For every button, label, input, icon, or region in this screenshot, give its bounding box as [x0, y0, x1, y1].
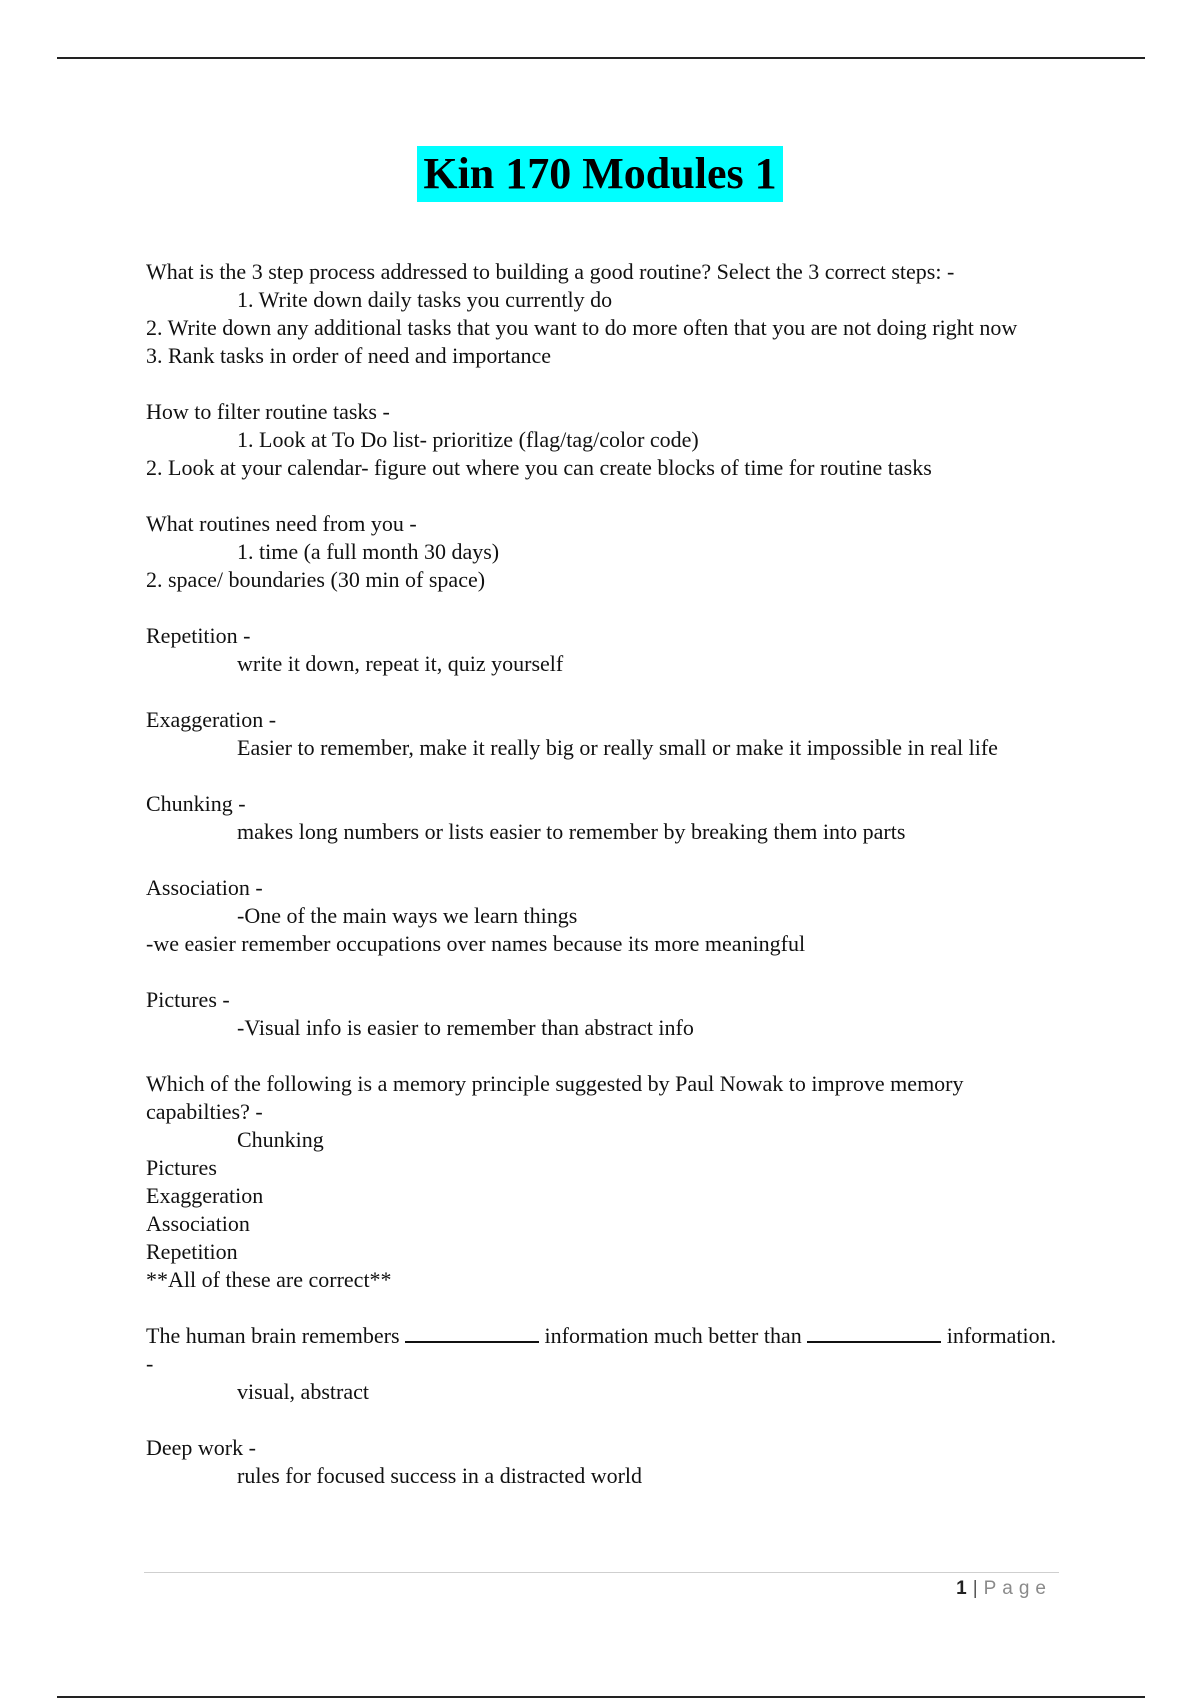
block-gap — [146, 1406, 1066, 1434]
answer-line: 2. Write down any additional tasks that you want to do more often that you are not doing right now — [146, 315, 1018, 340]
answer-line: -Visual info is easier to remember than abstract info — [237, 1015, 694, 1040]
answer-line: rules for focused success in a distracted world — [237, 1463, 643, 1488]
answer-line: 1. time (a full month 30 days) — [237, 539, 500, 564]
qa-block — [146, 874, 1066, 958]
document-body — [146, 258, 1066, 1490]
question-line: Deep work - — [146, 1435, 256, 1460]
footer-separator: | — [972, 1578, 978, 1599]
qa-block — [146, 1322, 1066, 1406]
block-gap — [146, 1294, 1066, 1322]
answer-line: 2. space/ boundaries (30 min of space) — [146, 567, 486, 592]
answer-line: Exaggeration — [146, 1183, 264, 1208]
answer-blank — [405, 1323, 539, 1343]
block-gap — [146, 958, 1066, 986]
question-line: Chunking - — [146, 791, 246, 816]
answer-line: makes long numbers or lists easier to remember by breaking them into parts — [237, 819, 906, 844]
page-footer — [956, 1578, 1052, 1600]
question-text-part: information. - — [146, 1323, 1057, 1376]
question-line: Exaggeration - — [146, 707, 277, 732]
answer-line: 1. Write down daily tasks you currently do — [237, 287, 613, 312]
qa-block — [146, 258, 1066, 370]
answer-line: Pictures — [146, 1155, 217, 1180]
answer-line: visual, abstract — [237, 1379, 369, 1404]
question-text-part: The human brain remembers — [146, 1323, 400, 1348]
title-wrapper — [0, 146, 1200, 202]
qa-block — [146, 790, 1066, 846]
question-line: What is the 3 step process addressed to building a good routine? Select the 3 correct steps: - — [146, 259, 955, 284]
block-gap — [146, 482, 1066, 510]
footer-rule — [144, 1572, 1059, 1573]
answer-line: Repetition — [146, 1239, 238, 1264]
question-line: Association - — [146, 875, 263, 900]
page-label: Page — [983, 1578, 1052, 1599]
answer-line: 2. Look at your calendar- figure out where you can create blocks of time for routine tasks — [146, 455, 932, 480]
question-line: Pictures - — [146, 987, 230, 1012]
page-number: 1 — [956, 1578, 967, 1599]
bottom-rule — [57, 1696, 1145, 1698]
answer-line: Easier to remember, make it really big or really small or make it impossible in real life — [237, 735, 998, 760]
question-line: What routines need from you - — [146, 511, 417, 536]
answer-line: -One of the main ways we learn things — [237, 903, 578, 928]
qa-block — [146, 706, 1066, 762]
block-gap — [146, 1042, 1066, 1070]
answer-line: 3. Rank tasks in order of need and importance — [146, 343, 552, 368]
qa-block — [146, 1070, 1066, 1294]
qa-block — [146, 986, 1066, 1042]
qa-block — [146, 622, 1066, 678]
block-gap — [146, 762, 1066, 790]
block-gap — [146, 678, 1066, 706]
question-line: Repetition - — [146, 623, 251, 648]
top-rule — [57, 57, 1145, 59]
block-gap — [146, 370, 1066, 398]
block-gap — [146, 594, 1066, 622]
document-title: Kin 170 Modules 1 — [417, 146, 782, 202]
answer-blank — [807, 1323, 941, 1343]
question-line: How to filter routine tasks - — [146, 399, 390, 424]
question-text-part: information much better than — [544, 1323, 802, 1348]
fill-in-question — [146, 1322, 1066, 1378]
answer-line: **All of these are correct** — [146, 1267, 392, 1292]
qa-block — [146, 398, 1066, 482]
answer-line: -we easier remember occupations over names because its more meaningful — [146, 931, 806, 956]
answer-line: Chunking — [237, 1127, 324, 1152]
answer-line: 1. Look at To Do list- prioritize (flag/tag/color code) — [237, 427, 699, 452]
qa-block — [146, 510, 1066, 594]
answer-line: Association — [146, 1211, 250, 1236]
answer-line: write it down, repeat it, quiz yourself — [237, 651, 564, 676]
question-line: Which of the following is a memory principle suggested by Paul Nowak to improve memory capabilties? - — [146, 1071, 964, 1124]
qa-block — [146, 1434, 1066, 1490]
block-gap — [146, 846, 1066, 874]
